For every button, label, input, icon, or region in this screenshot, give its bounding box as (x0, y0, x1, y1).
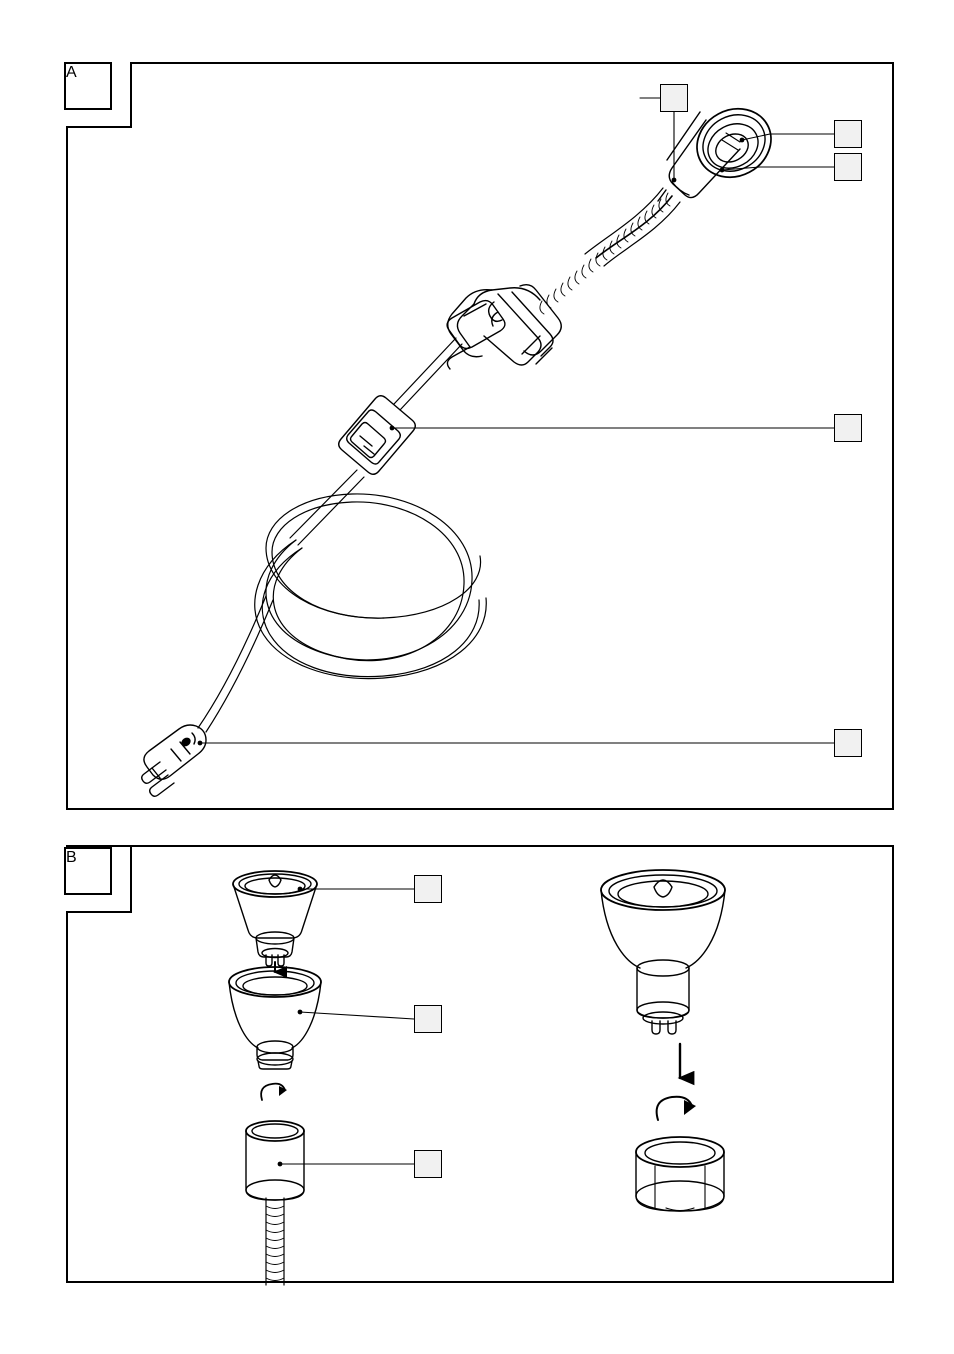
callout-a-3[interactable] (834, 153, 862, 181)
step-a-number-box: A (64, 62, 112, 110)
callout-b-3[interactable] (414, 1150, 442, 1178)
step-b-notch-line-horizontal (66, 911, 132, 913)
step-a-notch-line-vertical (130, 62, 132, 126)
callout-a-1[interactable] (660, 84, 688, 112)
callout-b-2[interactable] (414, 1005, 442, 1033)
callout-a-5[interactable] (834, 729, 862, 757)
callout-a-4[interactable] (834, 414, 862, 442)
callout-b-1[interactable] (414, 875, 442, 903)
step-a-notch-line-horizontal (66, 126, 132, 128)
panel-step-b (66, 845, 894, 1283)
callout-a-2[interactable] (834, 120, 862, 148)
step-b-number-box: B (64, 847, 112, 895)
step-b-notch-line-vertical (130, 847, 132, 911)
panel-step-a (66, 62, 894, 810)
